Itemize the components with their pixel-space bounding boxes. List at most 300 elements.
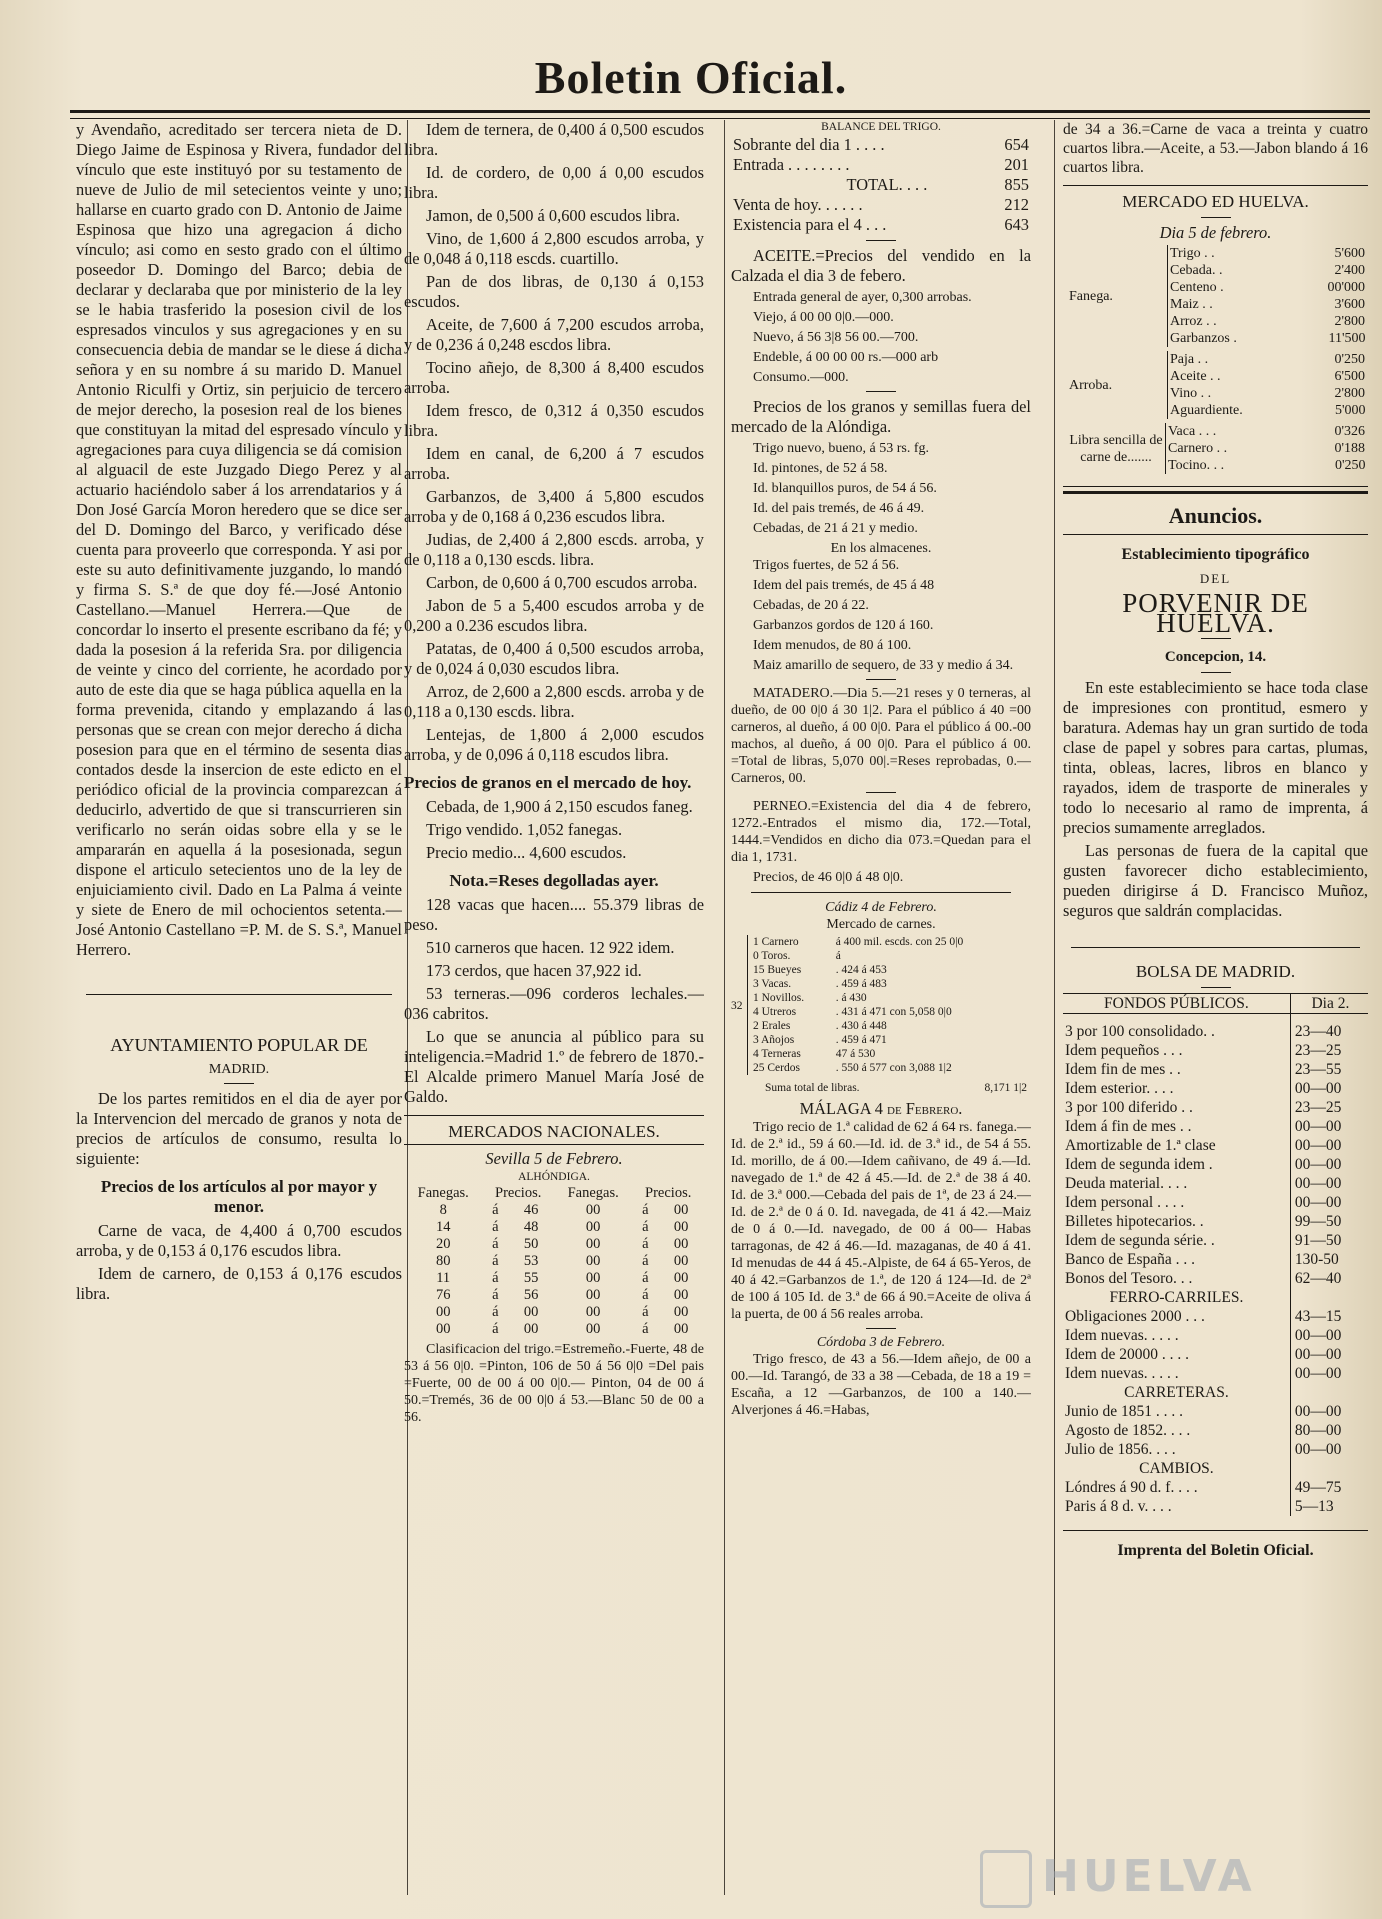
cell: 00 xyxy=(435,1304,451,1320)
dia-header: Dia 2. xyxy=(1290,994,1368,1014)
cell: á xyxy=(492,1287,499,1303)
cell: Obligaciones 2000 . . . xyxy=(1065,1308,1205,1325)
table-row xyxy=(1063,1155,1368,1174)
establecimiento-heading: Establecimiento tipográfico xyxy=(1121,546,1310,563)
granos-line: Id. blanquillos puros, de 54 á 56. xyxy=(753,481,937,496)
watermark-text: HUELVA xyxy=(1042,1851,1256,1902)
short-rule xyxy=(866,792,896,793)
price-item: Arroz, de 2,600 a 2,800 escds. arroba y de 0,118 a 0,130 escds. libra. xyxy=(404,682,704,721)
cell: á xyxy=(642,1270,649,1286)
cell: 3 por 100 consolidado. . xyxy=(1065,1023,1215,1040)
price-item: Id. de cordero, de 0,00 á 0,00 escudos libra. xyxy=(404,163,704,202)
section-separator xyxy=(751,892,1011,893)
table-row xyxy=(751,1047,1031,1061)
price-item: Jabon de 5 a 5,400 escudos arroba y de 0,200 a 0.236 escudos libra. xyxy=(404,596,704,635)
granos-line: Id. pintones, de 52 á 58. xyxy=(753,461,888,476)
cell: 0 Toros. xyxy=(753,950,791,962)
cell: 00—00 xyxy=(1290,1193,1368,1212)
cordoba-continued: de 34 a 36.=Carne de vaca a treinta y cuatro cuartos libra.—Aceite, a 53.—Jabon blando á 16 cuartos libra. xyxy=(1063,121,1368,176)
shield-icon xyxy=(980,1850,1032,1908)
balance-value: 643 xyxy=(1004,215,1029,234)
carne-carnero-price: Idem de carnero, de 0,153 á 0,176 escudos libra. xyxy=(76,1264,402,1303)
cell: 23—25 xyxy=(1290,1098,1368,1117)
cell: 00—00 xyxy=(1290,1402,1368,1421)
cell: 0'188 xyxy=(1334,441,1365,456)
granos-item: Cebada, de 1,900 á 2,150 escudos faneg. xyxy=(426,797,693,816)
cell: 49—75 xyxy=(1290,1478,1368,1497)
short-rule xyxy=(1201,217,1231,218)
cell: Idem de segunda idem . xyxy=(1065,1156,1213,1173)
cell: 3 por 100 diferido . . xyxy=(1065,1099,1193,1116)
granos-line: Cebadas, de 21 á 21 y medio. xyxy=(753,521,918,536)
alhondiga-heading: ALHÓNDIGA. xyxy=(518,1171,590,1183)
alhondiga-table xyxy=(404,1185,704,1338)
cell: . 431 á 471 xyxy=(835,1006,887,1018)
section-separator xyxy=(404,1144,704,1145)
table-row xyxy=(1063,1497,1368,1516)
table-row xyxy=(1063,1250,1368,1269)
nota-item: 128 vacas que hacen.... 55.379 libras de peso. xyxy=(404,895,704,934)
libra-table xyxy=(1165,423,1368,474)
table-row xyxy=(1168,245,1368,262)
table-row xyxy=(1168,351,1368,368)
cell: 76 xyxy=(435,1287,451,1303)
cell: 00—00 xyxy=(1290,1136,1368,1155)
nota-item: 173 cerdos, que hacen 37,922 id. xyxy=(426,961,642,980)
cell: Garbanzos . xyxy=(1170,331,1237,346)
table-row xyxy=(1168,296,1368,313)
huelva-dateline: Dia 5 de febrero. xyxy=(1159,223,1272,242)
cell: 00'000 xyxy=(1327,280,1365,295)
cell: 00—00 xyxy=(1290,1174,1368,1193)
partes-text: De los partes remitidos en el dia de ayer por la Intervencion del mercado de granos y nota de precios de artículos de consumo, resulta lo siguiente: xyxy=(76,1089,402,1168)
table-row xyxy=(1168,385,1368,402)
table-row xyxy=(751,977,1031,991)
short-rule xyxy=(1201,672,1231,673)
cell: 00—00 xyxy=(1290,1079,1368,1098)
cell: 11 xyxy=(436,1270,451,1286)
carnes-table xyxy=(751,935,1031,1075)
cell: á xyxy=(642,1219,649,1235)
table-row xyxy=(751,949,1031,963)
aceite-line: Nuevo, á 56 3|8 56 00.—700. xyxy=(753,330,919,345)
table-row xyxy=(751,935,1031,949)
table-row xyxy=(731,135,1031,155)
col-header: Precios. xyxy=(495,1185,542,1201)
table-row xyxy=(1063,1117,1368,1136)
cell: 46 xyxy=(523,1202,539,1218)
fanega-table xyxy=(1167,245,1368,347)
table-row xyxy=(1063,1478,1368,1497)
price-item: Idem fresco, de 0,312 á 0,350 escudos libra. xyxy=(404,401,704,440)
table-row xyxy=(1063,1136,1368,1155)
bolsa-subheading-row xyxy=(1063,1459,1368,1478)
table-row xyxy=(1168,402,1368,419)
establecimiento-text: En este establecimiento se hace toda clase de impresiones con prontitud, esmero y baratura. Ademas hay un gran surtido de toda clase de papel y sobres para cartas, plumas, tinta, obleas, lacres, libros en blanco y rayados, idem de trasporte de minerales y todo lo necesario al ramo de imprenta, á precios sumamente arreglados. xyxy=(1063,678,1368,837)
madrid-heading: MADRID. xyxy=(208,1062,270,1077)
carreteras-heading: CARRETERAS. xyxy=(1124,1384,1229,1401)
aceite-line: Endeble, á 00 00 00 rs.—000 arb xyxy=(753,350,939,365)
table-row xyxy=(751,1005,1031,1019)
table-row xyxy=(1063,1364,1368,1383)
del-label: DEL xyxy=(1199,571,1232,586)
ayuntamiento-heading: AYUNTAMIENTO POPULAR DE xyxy=(110,1035,368,1055)
cell: 2'800 xyxy=(1334,386,1365,401)
perneo-text: PERNEO.=Existencia del dia 4 de febrero, 1272.-Entrados el mismo dia, 172.—Total, 1444.=Vendidos en dicho dia 073.=Quedan para el dia 1, 1731. xyxy=(731,799,1031,865)
cell: 00 xyxy=(523,1304,539,1320)
cell: 00 xyxy=(523,1321,539,1337)
table-row xyxy=(1168,279,1368,296)
cell: á xyxy=(642,1236,649,1252)
cell: 00 xyxy=(585,1236,601,1252)
table-row xyxy=(1063,1098,1368,1117)
cell: 2'400 xyxy=(1334,263,1365,278)
nota-item: 53 terneras.—096 corderos lechales.—036 cabritos. xyxy=(404,984,704,1023)
balance-value: 201 xyxy=(1004,155,1029,174)
carnes-list xyxy=(747,935,1031,1075)
cell: 00—00 xyxy=(1290,1364,1368,1383)
cell: 43—15 xyxy=(1290,1307,1368,1326)
cell: 00 xyxy=(673,1304,689,1320)
cell: . á 430 xyxy=(835,992,867,1004)
cell: 00 xyxy=(585,1270,601,1286)
granos-line: Trigo nuevo, bueno, á 53 rs. fg. xyxy=(753,441,930,456)
cell: 130-50 xyxy=(1290,1250,1368,1269)
balance-label: Venta de hoy. . . . . . xyxy=(733,195,863,214)
cell: Idem nuevas. . . . . xyxy=(1065,1327,1179,1344)
anuncios-heading: Anuncios. xyxy=(1168,503,1263,528)
table-row xyxy=(1166,440,1368,457)
carne-vaca-price: Carne de vaca, de 4,400 á 0,700 escudos arroba, y de 0,153 á 0,176 escudos libra. xyxy=(76,1221,402,1260)
mercados-heading: MERCADOS NACIONALES. xyxy=(448,1122,660,1141)
cell: Arroz . . xyxy=(1170,314,1217,329)
cell: 5—13 xyxy=(1290,1497,1368,1516)
short-rule xyxy=(866,391,896,392)
libra-block xyxy=(1063,423,1368,474)
anuncio-madrid: Lo que se anuncia al público para su inteligencia.=Madrid 1.º de febrero de 1870.-El Alcalde primero Manuel María José de Galdo. xyxy=(404,1027,704,1106)
section-separator xyxy=(1063,534,1368,535)
cell: 47 á 530 xyxy=(835,1048,876,1060)
short-rule xyxy=(866,1328,896,1329)
table-row xyxy=(404,1219,704,1236)
malaga-text: Trigo recio de 1.ª calidad de 62 á 64 rs. fanega.—Id. de 2.ª id., 59 á 60.—Id. id. de 3.ª id., de 54 á 55. Id. morillo, de á 00.—Idem cañivano, de 49 á.—Id. navegado de 1.ª de 42 á 45.—Id. de 2.ª de 38 á 40. Id. de 3.ª 000.—Cebada del pais de 1ª, de 23 á 24.—Id. de 2.ª de 0 á 0. Id. navegada, de 41 á 42.—Maiz de 0 á 0.—Id. navegado, de 00 á 00— Habas tarragonas, de 42 á 46.—Id. mazaganas, de 40 á 41. Id menudas de 44 á 45.-Alpiste, de 64 á 65-Yeros, de 40 á 42.=Garbanzos de 1.ª, de 120 á 124—Id. de 2ª de 100 á 105 Id. de 3.ª de 66 á 90.=Aceite de oliva á la puerta, de 00 á 56 reales arroba. xyxy=(731,1120,1031,1322)
cell: á xyxy=(642,1202,649,1218)
cell: á xyxy=(492,1321,499,1337)
cell: 3 Añojos xyxy=(753,1034,795,1046)
cell: 5'600 xyxy=(1334,246,1365,261)
cell: Tocino. . . xyxy=(1168,458,1225,473)
cell: 3 Vacas. xyxy=(753,978,792,990)
table-row xyxy=(1063,1231,1368,1250)
cell: Centeno . xyxy=(1170,280,1224,295)
price-item: Aceite, de 7,600 á 7,200 escudos arroba, y de 0,236 á 0,248 escdos libra. xyxy=(404,315,704,354)
cell: 4 Utreros xyxy=(753,1006,797,1018)
section-separator xyxy=(1063,1530,1368,1531)
table-row xyxy=(404,1287,704,1304)
cell: . 459 á 471 xyxy=(835,1034,887,1046)
suma-label: Suma total de libras. xyxy=(765,1082,860,1094)
cell: Billetes hipotecarios. . xyxy=(1065,1213,1204,1230)
granos-item: Precio medio... 4,600 escudos. xyxy=(426,843,627,862)
fanega-label: Fanega. xyxy=(1069,288,1113,304)
cell: 0'326 xyxy=(1334,424,1365,439)
cell: 2'800 xyxy=(1334,314,1365,329)
arroba-table xyxy=(1167,351,1368,419)
col-header: Fanegas. xyxy=(417,1185,469,1201)
column-2 xyxy=(404,120,704,1909)
table-row xyxy=(1168,313,1368,330)
cell: Aceite . . xyxy=(1170,369,1221,384)
concepcion-address: Concepcion, 14. xyxy=(1164,649,1267,665)
bolsa-table xyxy=(1063,993,1368,1516)
cell: 3'600 xyxy=(1334,297,1365,312)
almacenes-line: Idem menudos, de 80 á 100. xyxy=(753,638,912,653)
cell: á xyxy=(642,1321,649,1337)
cordoba-text: Trigo fresco, de 43 a 56.—Idem añejo, de 00 a 00.—Id. Tarangó, de 33 a 38 —Cebada, de 18 a 19 = Escaña, a 12 —Garbanzos, de 100 a 140.—Alverjones á 46.=Habas, xyxy=(731,1352,1031,1418)
balance-value: 212 xyxy=(1004,195,1029,214)
table-row xyxy=(731,195,1031,215)
cell: 00 xyxy=(585,1287,601,1303)
table-row xyxy=(731,215,1031,235)
balance-label: Existencia para el 4 . . . xyxy=(733,215,887,234)
cell: á xyxy=(835,950,841,962)
cell: 53 xyxy=(523,1253,539,1269)
table-row xyxy=(1063,1041,1368,1060)
column-divider xyxy=(1054,120,1055,1895)
almacenes-line: Garbanzos gordos de 120 á 160. xyxy=(753,618,934,633)
mercado-carnes-heading: Mercado de carnes. xyxy=(826,917,936,932)
cell xyxy=(1290,1383,1368,1402)
table-row xyxy=(404,1236,704,1253)
cell: 23—55 xyxy=(1290,1060,1368,1079)
cell: Vaca . . . xyxy=(1168,424,1217,439)
arroba-block xyxy=(1063,351,1368,419)
cell: á 400 mil. escds. con 25 0|0 xyxy=(835,936,964,948)
cell: 00 xyxy=(585,1321,601,1337)
clasificacion-trigo: Clasificacion del trigo.=Estremeño.-Fuerte, 48 de 53 á 56 0|0. =Pinton, 106 de 50 á 56 0|0 =Del pais =Fuerte, 00 de 00 á 00 0|0.— Pinton, 04 de 00 á 50.=Tremés, 36 de 00 0|0 á 53.—Blanc 50 de 00 a 56. xyxy=(404,1342,704,1425)
cell: 00—00 xyxy=(1290,1326,1368,1345)
fanega-block xyxy=(1063,245,1368,347)
cell: Idem á fin de mes . . xyxy=(1065,1118,1192,1135)
cell: 00 xyxy=(673,1321,689,1337)
cell: Agosto de 1852. . . . xyxy=(1065,1422,1191,1439)
cell: Idem esterior. . . . xyxy=(1065,1080,1174,1097)
cell: 55 xyxy=(523,1270,539,1286)
cell: 91—50 xyxy=(1290,1231,1368,1250)
table-row xyxy=(1063,1421,1368,1440)
section-separator xyxy=(1071,947,1360,948)
balance-label: TOTAL. . . . xyxy=(846,175,928,194)
suma-value: 8,171 1|2 xyxy=(984,1082,1027,1094)
aceite-line: Entrada general de ayer, 0,300 arrobas. xyxy=(753,290,972,305)
balance-value: 654 xyxy=(1004,135,1029,154)
cordoba-dateline: Córdoba 3 de Febrero. xyxy=(816,1335,946,1350)
cell: 00—00 xyxy=(1290,1117,1368,1136)
short-rule xyxy=(1201,987,1231,988)
cell: Cebada. . xyxy=(1170,263,1223,278)
table-row xyxy=(751,1033,1031,1047)
table-row xyxy=(404,1321,704,1338)
balance-label: Entrada . . . . . . . . xyxy=(733,155,850,174)
table-row xyxy=(404,1270,704,1287)
precios-heading: Precios de los artículos al por mayor y menor. xyxy=(100,1177,378,1216)
balance-heading: BALANCE DEL TRIGO. xyxy=(821,121,941,133)
balance-label: Sobrante del dia 1 . . . . xyxy=(733,135,885,154)
cell: Idem nuevas. . . . . xyxy=(1065,1365,1179,1382)
almacenes-heading: En los almacenes. xyxy=(830,541,932,556)
table-row xyxy=(731,175,1031,195)
masthead-rule xyxy=(70,110,1370,119)
archive-watermark xyxy=(980,1850,1360,1910)
cell: 00 xyxy=(673,1270,689,1286)
short-rule xyxy=(866,679,896,680)
cell: Amortizable de 1.ª clase xyxy=(1065,1137,1216,1154)
cell: 00 xyxy=(673,1219,689,1235)
precios-granos-text: Precios de los granos y semillas fuera del mercado de la Alóndiga. xyxy=(731,397,1031,436)
price-item: Idem en canal, de 6,200 á 7 escudos arroba. xyxy=(404,444,704,483)
price-item: Lentejas, de 1,800 á 2,000 escudos arroba, y de 0,096 á 0,118 escudos libra. xyxy=(404,725,704,764)
cell: Vino . . xyxy=(1170,386,1212,401)
table-row xyxy=(404,1304,704,1321)
cell: 00 xyxy=(673,1253,689,1269)
almacenes-line: Maiz amarillo de sequero, de 33 y medio á 34. xyxy=(753,658,1014,673)
table-row xyxy=(1168,368,1368,385)
cell: 00 xyxy=(435,1321,451,1337)
cadiz-dateline: Cádiz 4 de Febrero. xyxy=(825,900,937,915)
cell: 6'500 xyxy=(1334,369,1365,384)
table-row xyxy=(1063,1193,1368,1212)
cell: 5'000 xyxy=(1334,403,1366,418)
cell: á xyxy=(492,1236,499,1252)
table-row xyxy=(751,1061,1031,1075)
cell: 00—00 xyxy=(1290,1440,1368,1459)
table-row xyxy=(1166,457,1368,474)
table-row xyxy=(404,1253,704,1270)
bolsa-subheading-row xyxy=(1063,1383,1368,1402)
cell: á xyxy=(492,1253,499,1269)
huelva-market-heading: MERCADO ED HUELVA. xyxy=(1122,192,1309,211)
column-3 xyxy=(731,120,1031,1909)
sevilla-dateline: Sevilla 5 de Febrero. xyxy=(485,1149,623,1168)
cell: Trigo . . xyxy=(1170,246,1215,261)
price-item: Idem de ternera, de 0,400 á 0,500 escudos libra. xyxy=(404,120,704,159)
cell: Bonos del Tesoro. . . xyxy=(1065,1270,1193,1287)
bolsa-heading: BOLSA DE MADRID. xyxy=(1135,962,1296,981)
cambios-heading: CAMBIOS. xyxy=(1139,1460,1214,1477)
table-row xyxy=(1168,262,1368,279)
cell: á xyxy=(492,1219,499,1235)
cell: 00 xyxy=(673,1202,689,1218)
porvenir-title: PORVENIR DE HUELVA. xyxy=(1122,588,1309,638)
cell: . 550 á 577 xyxy=(835,1062,887,1074)
bolsa-header-row xyxy=(1063,994,1368,1014)
carnes-con: con 3,088 1|2 xyxy=(889,1062,952,1074)
cell: Julio de 1856. . . . xyxy=(1065,1441,1176,1458)
cell: 11'500 xyxy=(1328,331,1366,346)
cell: . 430 á 448 xyxy=(835,1020,887,1032)
cell: 50 xyxy=(523,1236,539,1252)
cell: Lóndres á 90 d. f. . . . xyxy=(1065,1479,1198,1496)
cell: á xyxy=(642,1304,649,1320)
cell: 25 Cerdos xyxy=(753,1062,800,1074)
price-item: Carbon, de 0,600 á 0,700 escudos arroba. xyxy=(426,573,698,592)
section-separator xyxy=(86,994,392,995)
cell: 4 Terneras xyxy=(753,1048,801,1060)
aceite-line: Consumo.—000. xyxy=(753,370,849,385)
granos-item: Trigo vendido. 1,052 fanegas. xyxy=(426,820,623,839)
price-item: Tocino añejo, de 8,300 á 8,400 escudos arroba. xyxy=(404,358,704,397)
table-row xyxy=(1063,1060,1368,1079)
masthead-title: Boletin Oficial. xyxy=(534,52,848,103)
cell: 48 xyxy=(523,1219,539,1235)
price-item: Pan de dos libras, de 0,130 á 0,153 escudos. xyxy=(404,272,704,311)
cell: á xyxy=(492,1304,499,1320)
aceite-text: ACEITE.=Precios del vendido en la Calzada el dia 3 de febero. xyxy=(731,246,1031,285)
table-row xyxy=(1063,1014,1368,1042)
cell: 0'250 xyxy=(1334,352,1365,367)
cell: Idem de segunda série. . xyxy=(1065,1232,1215,1249)
carnes-block xyxy=(731,935,1031,1075)
table-row xyxy=(1166,423,1368,440)
price-item: Jamon, de 0,500 á 0,600 escudos libra. xyxy=(426,206,681,225)
table-row xyxy=(1063,1174,1368,1193)
arroba-label: Arroba. xyxy=(1069,377,1113,393)
cell: 23—40 xyxy=(1290,1014,1368,1042)
column-divider xyxy=(724,120,725,1895)
cell: Deuda material. . . . xyxy=(1065,1175,1188,1192)
cell xyxy=(1290,1459,1368,1478)
cell: Paris á 8 d. v. . . . xyxy=(1065,1498,1172,1515)
cell: 20 xyxy=(435,1236,451,1252)
matadero-text: MATADERO.—Dia 5.—21 reses y 0 terneras, al dueño, de 00 0|0 á 30 1|2. Para el público á 40 =00 carneros, al dueño, á 00 0|0. Para el público á 00.-00 machos, al dueño, á 00 0|0. Para el público á 00. =Total de libras, 5,070 00|.=Reses reprobadas, 0.—Carneros, 00. xyxy=(731,686,1031,786)
price-item: Judias, de 2,400 á 2,800 escds. arroba, y de 0,118 a 0,130 escds. libra. xyxy=(404,530,704,569)
perneo-precios: Precios, de 46 0|0 á 48 0|0. xyxy=(753,870,904,885)
cell: Carnero . . xyxy=(1168,441,1228,456)
column-1 xyxy=(76,120,402,1909)
cell: 00 xyxy=(585,1202,601,1218)
suma-row xyxy=(765,1081,1027,1095)
cell: Banco de España . . . xyxy=(1065,1251,1195,1268)
table-row xyxy=(1168,330,1368,347)
table-row xyxy=(751,1019,1031,1033)
price-item: Garbanzos, de 3,400 á 5,800 escudos arroba y de 0,168 á 0,236 escudos libra. xyxy=(404,487,704,526)
granos-heading: Precios de granos en el mercado de hoy. xyxy=(404,773,692,792)
granos-line: Id. del pais tremés, de 46 á 49. xyxy=(753,501,925,516)
cell: Idem fin de mes . . xyxy=(1065,1061,1181,1078)
cell: Idem personal . . . . xyxy=(1065,1194,1185,1211)
section-separator xyxy=(404,1115,704,1116)
col-header: Precios. xyxy=(645,1185,692,1201)
table-row xyxy=(404,1202,704,1219)
cell: á xyxy=(642,1287,649,1303)
table-row xyxy=(1063,1307,1368,1326)
table-row xyxy=(731,155,1031,175)
bolsa-subheading-row xyxy=(1063,1288,1368,1307)
cell: 1 Novillos. xyxy=(753,992,805,1004)
nota-heading: Nota.=Reses degolladas ayer. xyxy=(449,871,659,890)
balance-value: 855 xyxy=(1004,175,1029,194)
cell: 62—40 xyxy=(1290,1269,1368,1288)
almacenes-line: Trigos fuertes, de 52 á 56. xyxy=(753,558,900,573)
cell: 00 xyxy=(585,1304,601,1320)
almacenes-line: Idem del pais tremés, de 45 á 48 xyxy=(753,578,935,593)
cell: 00 xyxy=(673,1236,689,1252)
cell: á xyxy=(492,1202,499,1218)
price-item: Vino, de 1,600 á 2,800 escudos arroba, y de 0,048 á 0,118 escds. cuartillo. xyxy=(404,229,704,268)
cell: Aguardiente. xyxy=(1170,403,1243,418)
section-separator xyxy=(1063,185,1368,186)
cell: Maiz . . xyxy=(1170,297,1213,312)
